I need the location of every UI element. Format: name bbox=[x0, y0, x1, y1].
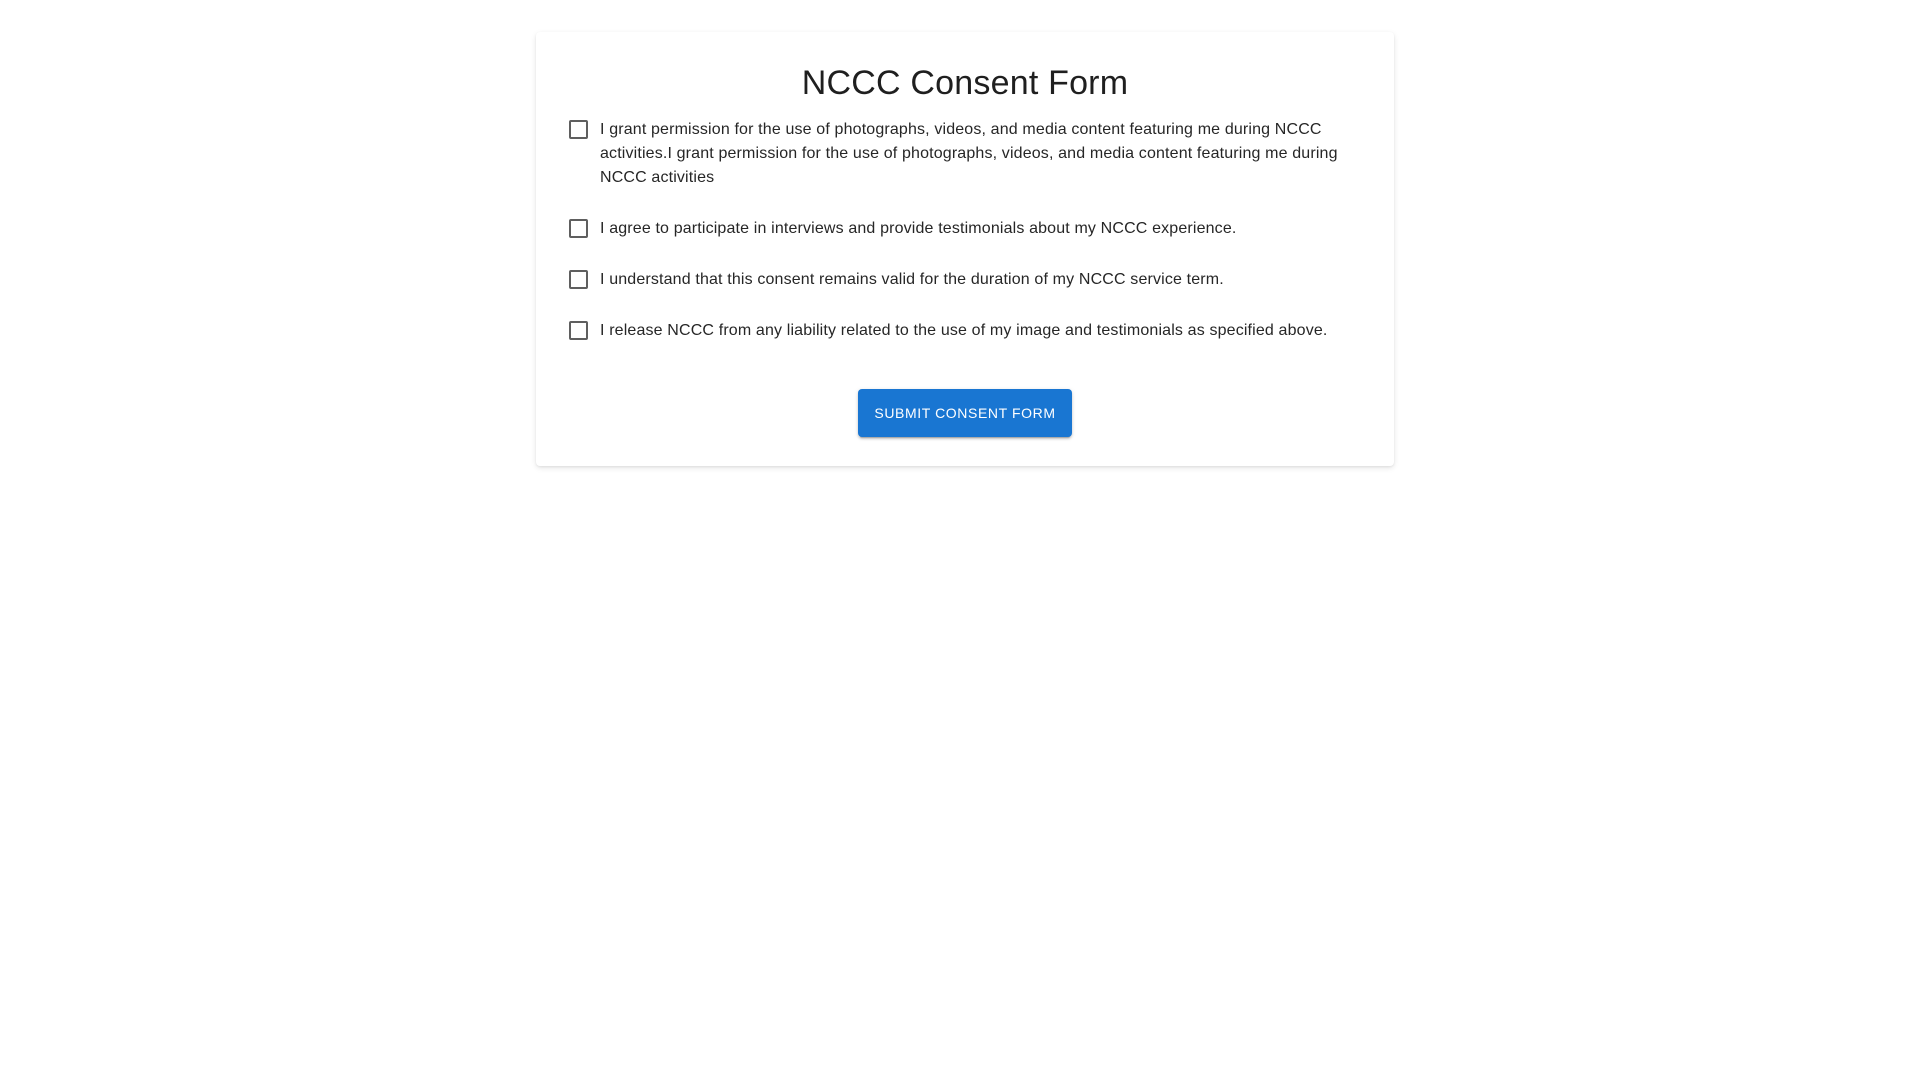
duration-consent-checkbox[interactable] bbox=[569, 270, 588, 289]
consent-item-liability[interactable] bbox=[568, 319, 1362, 343]
interviews-consent-checkbox[interactable] bbox=[569, 219, 588, 238]
consent-item-interviews[interactable] bbox=[568, 217, 1362, 241]
consent-item-duration[interactable] bbox=[568, 268, 1362, 292]
page-title: NCCC Consent Form bbox=[801, 64, 1129, 102]
consent-item-media[interactable] bbox=[568, 118, 1362, 190]
submit-consent-button[interactable]: SUBMIT CONSENT FORM bbox=[858, 389, 1071, 437]
consent-item-label: I understand that this consent remains valid for the duration of my NCCC service term. bbox=[600, 271, 1224, 288]
form-actions bbox=[568, 389, 1362, 437]
consent-item-label: I release NCCC from any liability related to the use of my image and testimonials as specified above. bbox=[600, 322, 1328, 339]
consent-list bbox=[568, 118, 1362, 343]
consent-item-label: I grant permission for the use of photographs, videos, and media content featuring me during NCCC activities.I grant permission for the use of photographs, videos, and media content featuring me during NCCC activities bbox=[600, 121, 1338, 186]
media-consent-checkbox[interactable] bbox=[569, 120, 588, 139]
consent-item-label: I agree to participate in interviews and provide testimonials about my NCCC experience. bbox=[600, 220, 1237, 237]
consent-form-card bbox=[536, 32, 1394, 466]
liability-release-checkbox[interactable] bbox=[569, 321, 588, 340]
